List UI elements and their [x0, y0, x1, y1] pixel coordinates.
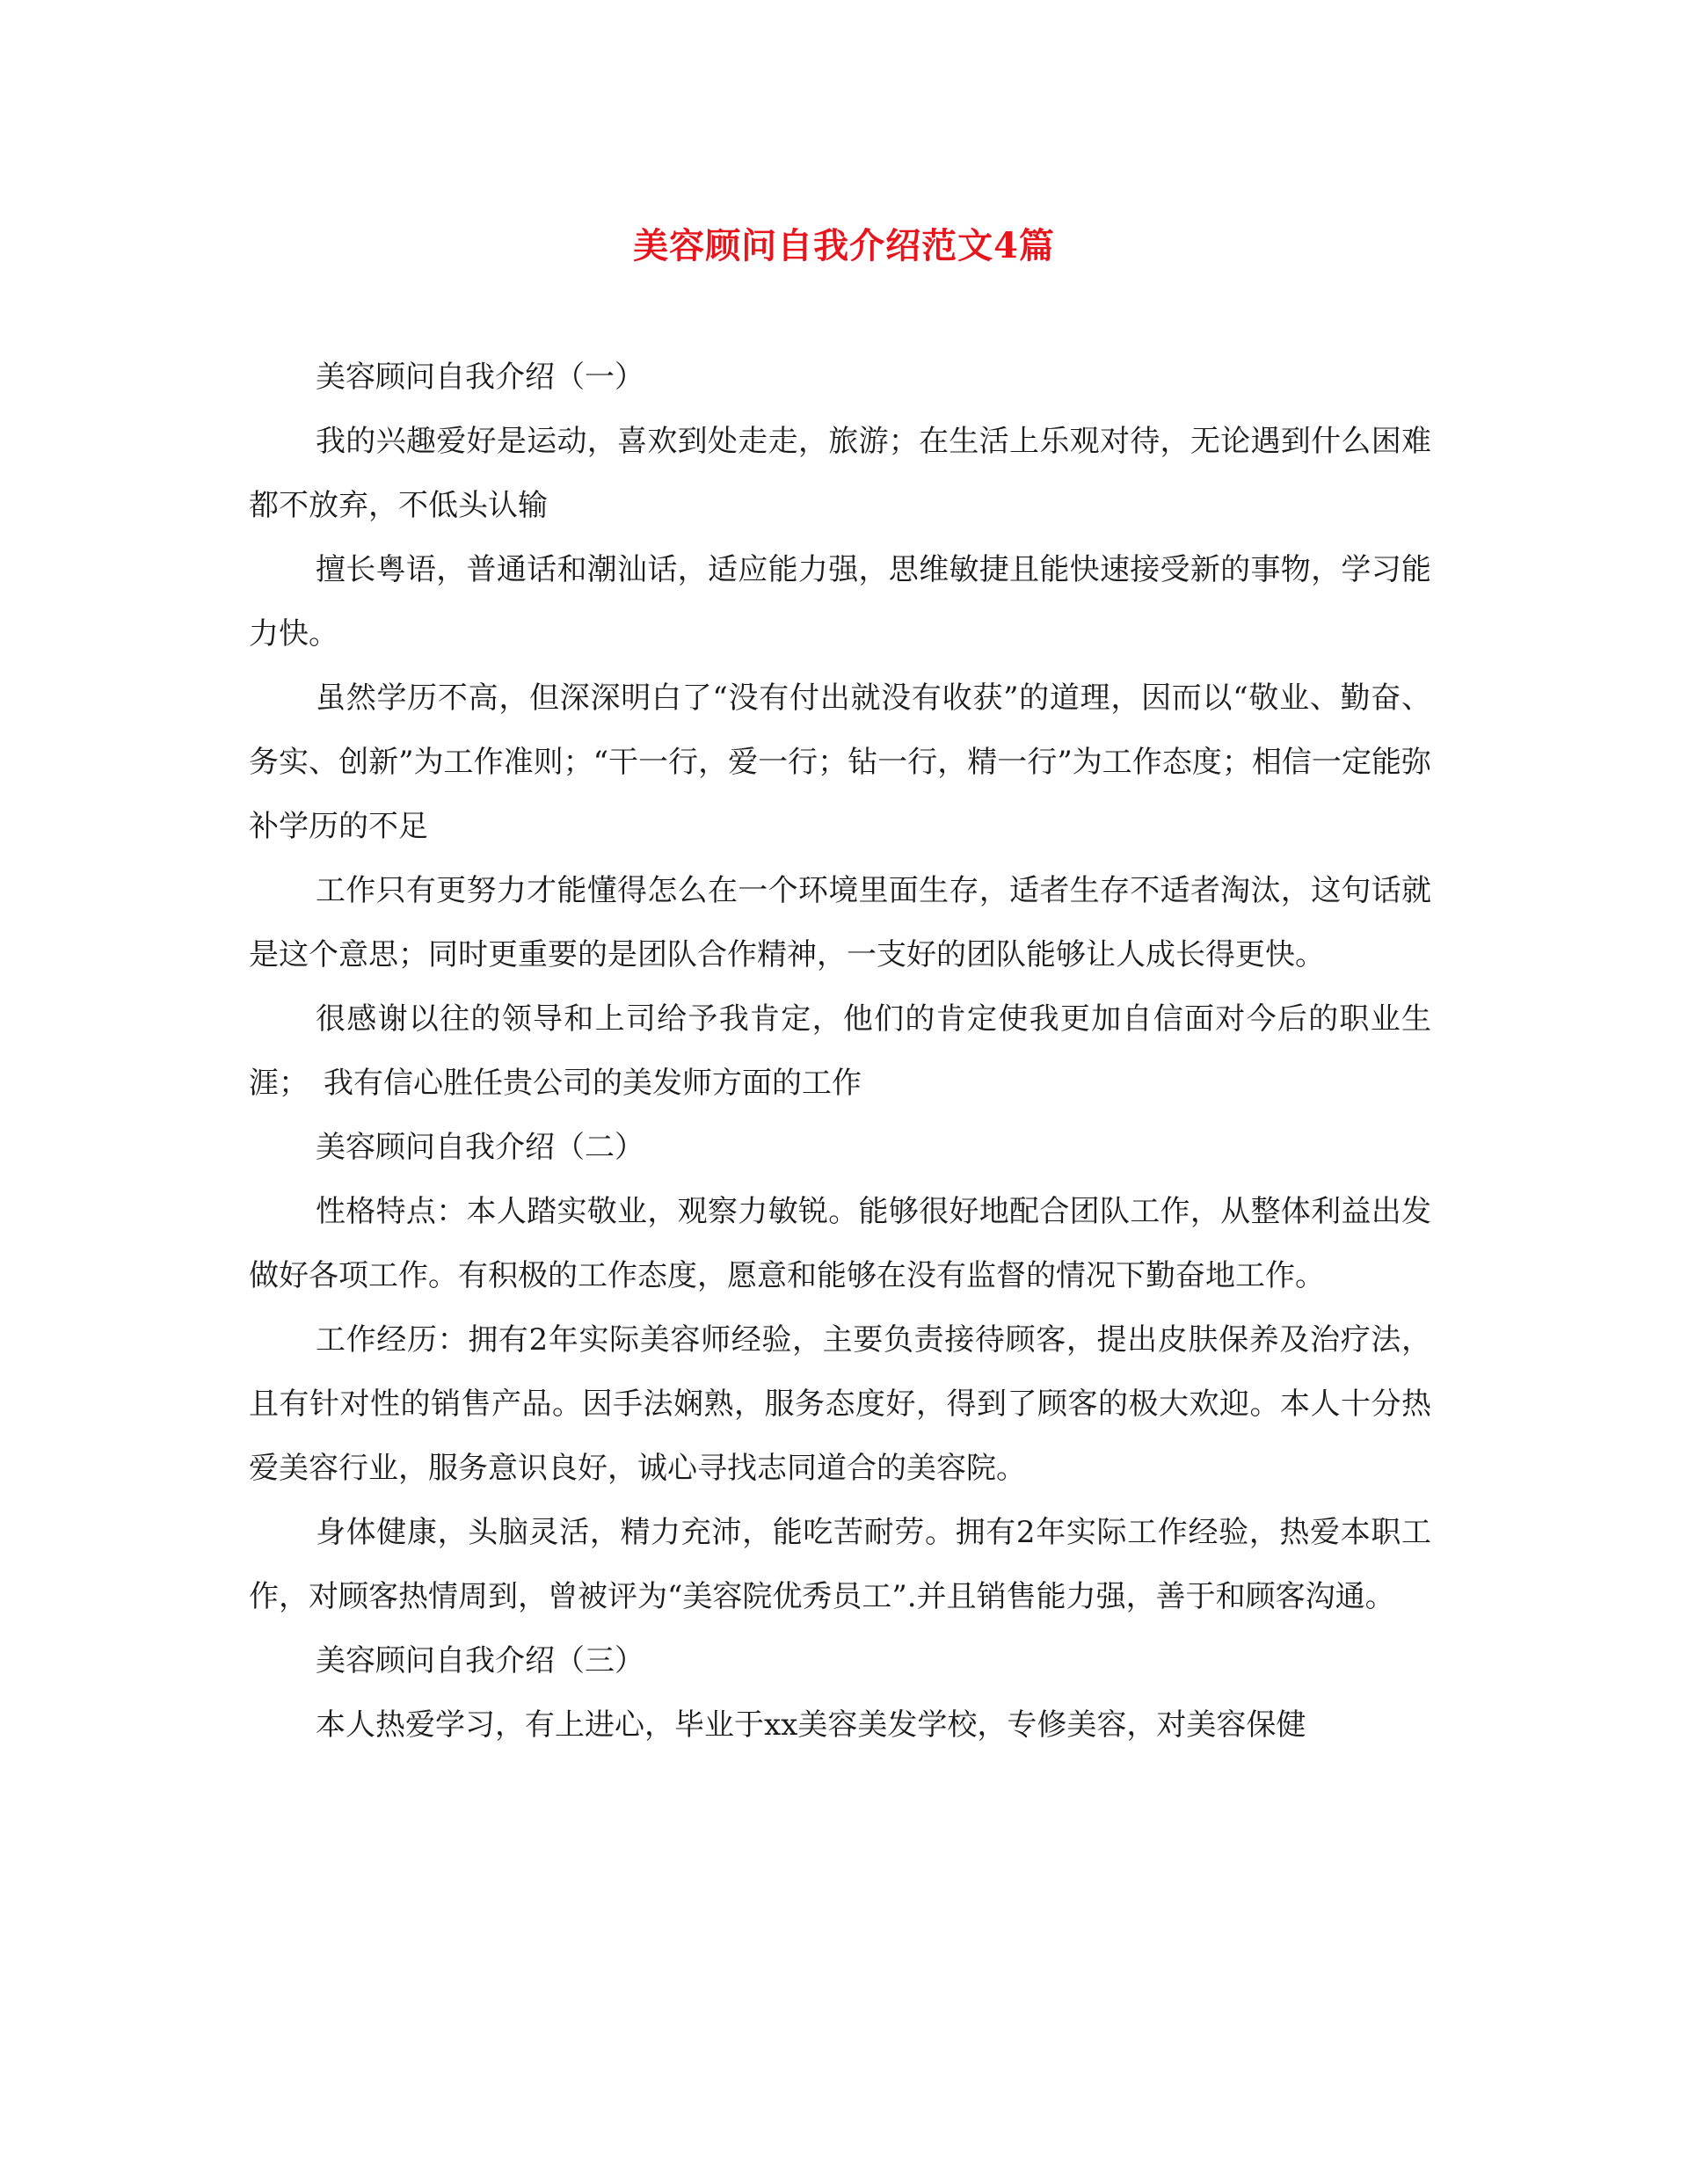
paragraph: 工作只有更努力才能懂得怎么在一个环境里面生存，适者生存不适者淘汰，这句话就是这个意思；同时更重要的是团队合作精神，一支好的团队能够让人成长得更快。 [249, 873, 1431, 972]
paragraph: 身体健康，头脑灵活，精力充沛，能吃苦耐劳。拥有2年实际工作经验，热爱本职工作，对顾客热情周到，曾被评为“美容院优秀员工”.并且销售能力强，善于和顾客沟通。 [249, 1515, 1431, 1614]
document-body [249, 346, 1431, 1758]
paragraph: 擅长粤语，普通话和潮汕话，适应能力强，思维敏捷且能快速接受新的事物，学习能力快。 [249, 552, 1431, 652]
paragraph: 我的兴趣爱好是运动，喜欢到处走走，旅游；在生活上乐观对待，无论遇到什么困难都不放弃，不低头认输 [249, 424, 1431, 523]
paragraph: 性格特点：本人踏实敬业，观察力敏锐。能够很好地配合团队工作，从整体利益出发做好各项工作。有积极的工作态度，愿意和能够在没有监督的情况下勤奋地工作。 [249, 1194, 1431, 1293]
section-heading-2: 美容顾问自我介绍（二） [316, 1130, 644, 1165]
paragraph: 工作经历：拥有2年实际美容师经验，主要负责接待顾客，提出皮肤保养及治疗法，且有针对性的销售产品。因手法娴熟，服务态度好，得到了顾客的极大欢迎。本人十分热爱美容行业，服务意识良好，诚心寻找志同道合的美容院。 [249, 1322, 1431, 1486]
document-title: 美容顾问自我介绍范文4篇 [633, 225, 1055, 266]
paragraph: 虽然学历不高，但深深明白了“没有付出就没有收获”的道理，因而以“敬业、勤奋、务实、创新”为工作准则；“干一行，爱一行；钻一行，精一行”为工作态度；相信一定能弥补学历的不足 [249, 681, 1431, 844]
paragraph: 本人热爱学习，有上进心，毕业于xx美容美发学校，专修美容，对美容保健 [316, 1707, 1306, 1743]
section-heading-3: 美容顾问自我介绍（三） [316, 1643, 644, 1678]
paragraph: 很感谢以往的领导和上司给予我肯定，他们的肯定使我更加自信面对今后的职业生涯； 我有信心胜任贵公司的美发师方面的工作 [249, 1001, 1431, 1101]
section-heading-1: 美容顾问自我介绍（一） [316, 360, 644, 395]
